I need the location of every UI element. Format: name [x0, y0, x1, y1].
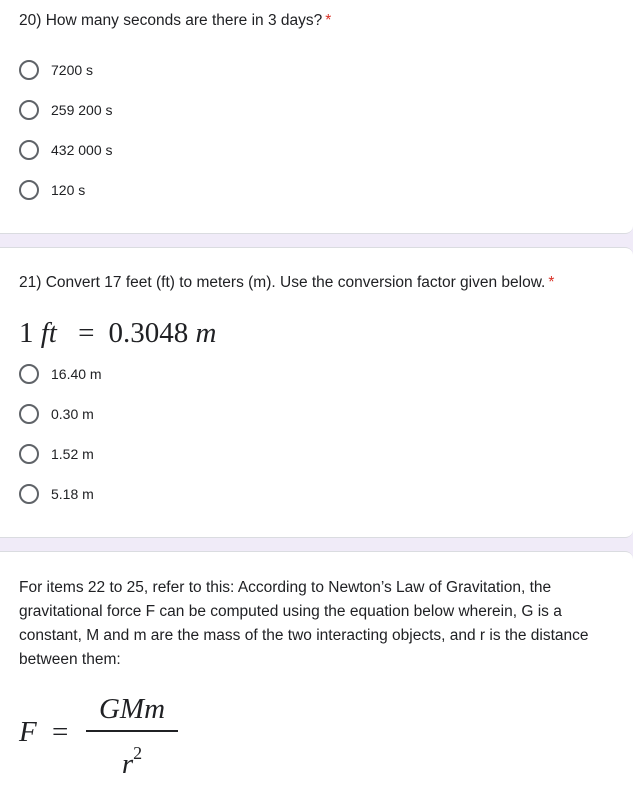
- option-label: 1.52 m: [51, 446, 94, 462]
- radio-option-432000[interactable]: [19, 137, 113, 163]
- equation-lhs-unit: ft: [40, 317, 57, 349]
- gravitation-fraction: [86, 692, 178, 779]
- radio-option-5-18[interactable]: [19, 481, 94, 507]
- question-title: [19, 272, 554, 294]
- radio-button-icon[interactable]: [19, 180, 39, 200]
- radio-option-7200[interactable]: [19, 57, 93, 83]
- radio-button-icon[interactable]: [19, 140, 39, 160]
- fraction-bar: [86, 730, 178, 732]
- section-description: For items 22 to 25, refer to this: According to Newton’s Law of Gravitation, the gravitational force F can be computed using the equation below wherein, G is a constant, M and m are the mass of the two interacting objects, and r is the distance between them:: [19, 579, 589, 668]
- radio-button-icon[interactable]: [19, 100, 39, 120]
- question-title: [19, 10, 331, 32]
- question-card-21: [0, 247, 633, 538]
- radio-button-icon[interactable]: [19, 60, 39, 80]
- radio-button-icon[interactable]: [19, 364, 39, 384]
- radio-button-icon[interactable]: [19, 404, 39, 424]
- question-card-20: [0, 0, 633, 234]
- equation-equals: =: [78, 317, 95, 349]
- radio-option-1-52[interactable]: [19, 441, 94, 467]
- option-label: 5.18 m: [51, 486, 94, 502]
- fraction-denominator: [86, 738, 178, 779]
- denominator-exponent: 2: [133, 742, 143, 763]
- formula-lhs: [19, 715, 68, 749]
- option-label: 7200 s: [51, 62, 94, 78]
- radio-option-259200[interactable]: [19, 97, 113, 123]
- option-label: 16.40 m: [51, 366, 102, 382]
- fraction-numerator: GMm: [98, 693, 166, 725]
- formula-equals: =: [51, 716, 69, 748]
- radio-option-16-40[interactable]: [19, 361, 102, 387]
- radio-button-icon[interactable]: [19, 444, 39, 464]
- required-asterisk: *: [548, 274, 555, 291]
- radio-button-icon[interactable]: [19, 484, 39, 504]
- question-text: 20) How many seconds are there in 3 days?: [19, 12, 323, 29]
- equation-rhs-number: 0.3048: [108, 317, 189, 349]
- option-label: 259 200 s: [51, 102, 113, 118]
- equation-rhs-unit: m: [195, 317, 217, 349]
- equation-lhs-number: 1: [19, 317, 34, 349]
- question-text: 21) Convert 17 feet (ft) to meters (m). Use the conversion factor given below.: [19, 274, 546, 291]
- radio-option-0-30[interactable]: [19, 401, 94, 427]
- section-description-card: [0, 551, 633, 791]
- radio-option-120[interactable]: [19, 177, 85, 203]
- option-label: 0.30 m: [51, 406, 94, 422]
- option-label: 432 000 s: [51, 142, 113, 158]
- option-label: 120 s: [51, 182, 86, 198]
- conversion-equation: [19, 315, 216, 351]
- required-asterisk: *: [325, 12, 332, 29]
- denominator-variable: r: [121, 747, 134, 780]
- formula-force-symbol: F: [19, 716, 37, 748]
